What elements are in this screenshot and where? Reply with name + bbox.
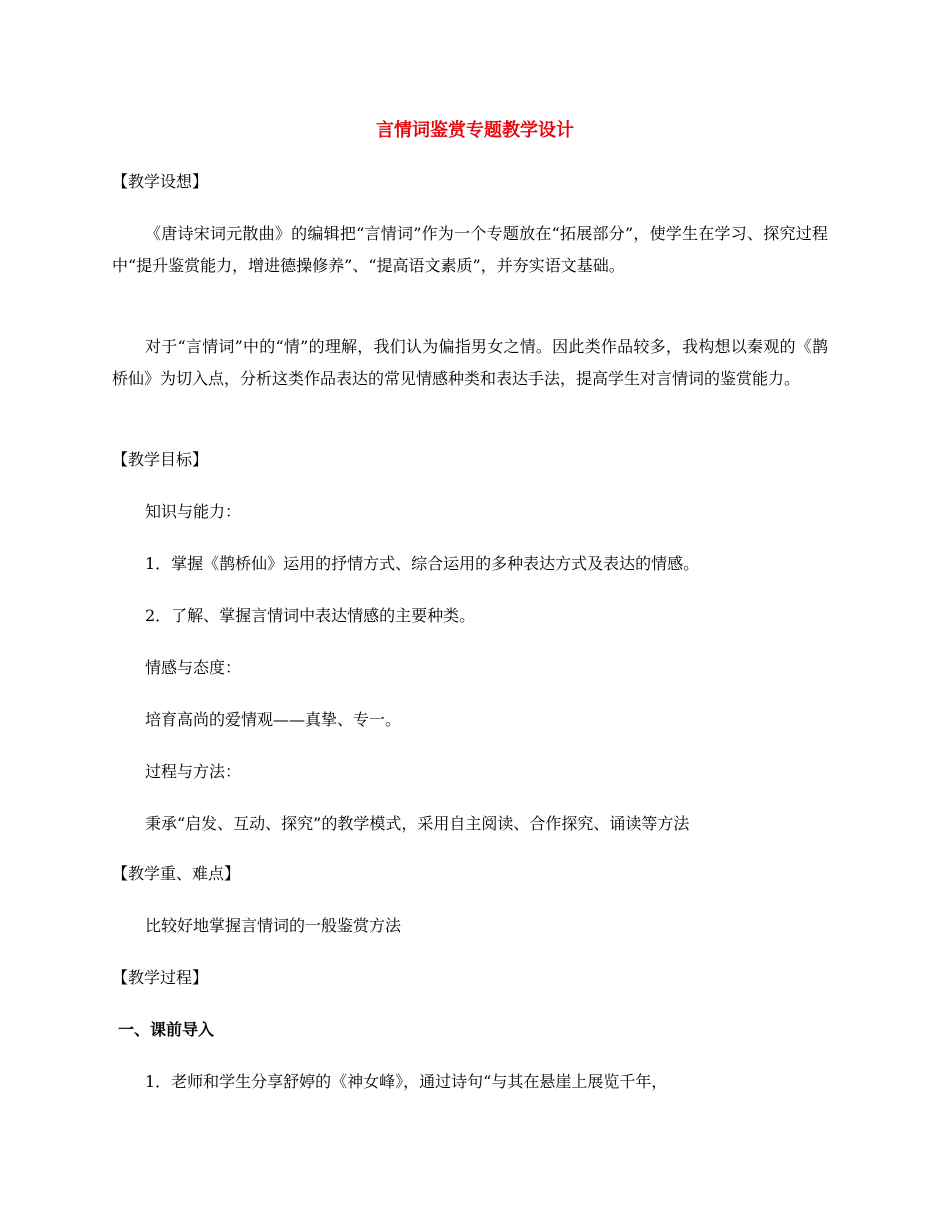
step-heading-intro: 一、课前导入 — [118, 1020, 215, 1039]
section-heading-key-points: 【教学重、难点】 — [112, 864, 241, 883]
key-points-text: 比较好地掌握言情词的一般鉴赏方法 — [145, 916, 402, 935]
goal-item-1: 1．掌握《鹊桥仙》运用的抒情方式、综合运用的多种表达方式及表达的情感。 — [145, 554, 700, 573]
goal-item-2: 2．了解、掌握言情词中表达情感的主要种类。 — [145, 606, 476, 625]
document-title: 言情词鉴赏专题教学设计 — [376, 120, 574, 141]
goal-process-label: 过程与方法： — [145, 762, 242, 781]
goal-emotion-label: 情感与态度： — [145, 658, 242, 677]
goal-emotion-text: 培育高尚的爱情观——真挚、专一。 — [145, 710, 402, 729]
section-heading-goals: 【教学目标】 — [112, 450, 209, 469]
goal-process-text: 秉承“启发、互动、探究”的教学模式，采用自主阅读、合作探究、诵读等方法 — [145, 814, 690, 833]
section-heading-idea: 【教学设想】 — [112, 172, 209, 191]
paragraph-idea-1: 《唐诗宋词元散曲》的编辑把“言情词”作为一个专题放在“拓展部分”，使学生在学习、探究过程中“提升鉴赏能力，增进德操修养”、“提高语文素质”，并夯实语文基础。 — [112, 224, 828, 275]
paragraph-idea-2: 对于“言情词”中的“情”的理解，我们认为偏指男女之情。因此类作品较多，我构想以秦观的《鹊桥仙》为切入点，分析这类作品表达的常见情感种类和表达手法，提高学生对言情词的鉴赏能力。 — [112, 337, 828, 388]
step-intro-item-1: 1．老师和学生分享舒婷的《神女峰》，通过诗句“与其在悬崖上展览千年， — [145, 1072, 668, 1091]
goal-knowledge-label: 知识与能力： — [145, 502, 242, 521]
section-heading-process: 【教学过程】 — [112, 968, 209, 987]
